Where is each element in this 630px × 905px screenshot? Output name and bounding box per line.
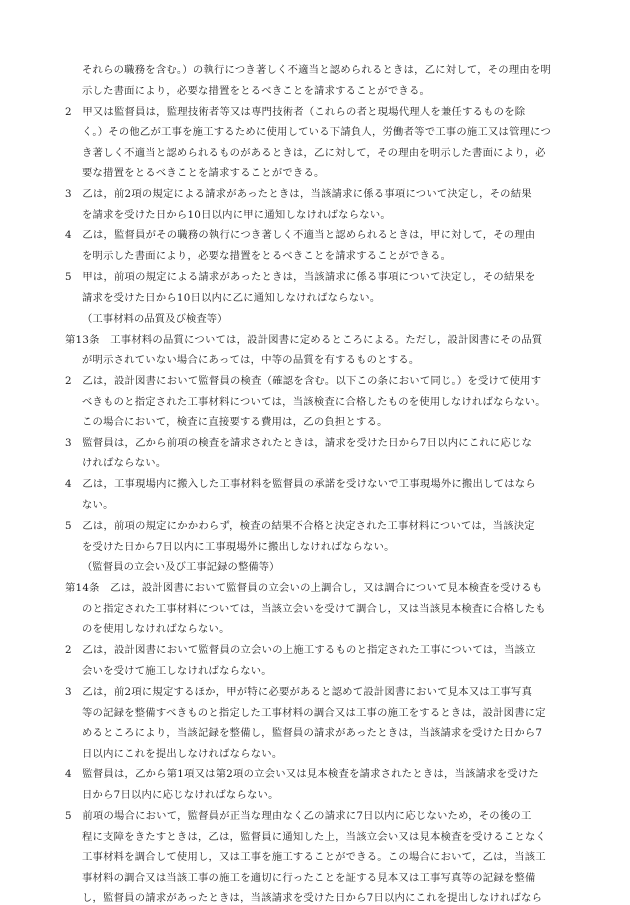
text-line: 請求を受けた日から10日以内に乙に通知しなければならない。 (82, 292, 381, 304)
text-line: 程に支障をきたすときは，乙は，監督員に通知した上，当該立会い又は見本検査を受けることなく (82, 831, 547, 843)
text-line: し，監督員の請求があったときは，当該請求を受けた日から7日以内にこれを提出しなければなら (82, 892, 543, 904)
text-line: 日以内にこれを提出しなければならない。 (82, 748, 283, 760)
paragraph-start-line: 3 監督員は，乙から前項の検査を請求されたときは，請求を受けた日から7日以内にこれに応じな (65, 437, 533, 449)
paragraph-start-line: 2 甲又は監督員は，監理技術者等又は専門技術者（これらの者と現場代理人を兼任するものを除 (65, 106, 526, 118)
paragraph-start-line: 3 乙は，前2項の規定による請求があったときは，当該請求に係る事項について決定し，その結果 (65, 188, 532, 200)
text-line: 示した書面により，必要な措置をとるべきことを請求することができる。 (82, 85, 431, 97)
text-line: のを使用しなければならない。 (82, 623, 230, 635)
text-line: き著しく不適当と認められるものがあるときは，乙に対して，その理由を明示した書面により，必 (82, 147, 546, 159)
paragraph-start-line: 2 乙は，設計図書において監督員の立会いの上施工するものと指定された工事については，当該立 (65, 644, 536, 656)
paragraph-start-line: 4 乙は，工事現場内に搬入した工事材料を監督員の承諾を受けないで工事現場外に搬出してはなら (65, 478, 536, 490)
text-line: が明示されていない場合にあっては，中等の品質を有するものとする。 (82, 354, 420, 366)
text-line: ない。 (82, 499, 114, 511)
text-line: のと指定された工事材料については，当該立会いを受けて調合し，又は当該見本検査に合格したも (82, 603, 546, 615)
paragraph-start-line: 3 乙は，前2項に規定するほか，甲が特に必要があると認めて設計図書において見本又は工事写真 (65, 686, 533, 698)
paragraph-start-line: 5 前項の場合において，監督員が正当な理由なく乙の請求に7日以内に応じないため，その後の工 (65, 810, 532, 822)
paragraph-start-line: 4 乙は，監督員がその職務の執行につき著しく不適当と認められるときは，甲に対して，その理由 (65, 229, 536, 241)
text-line: 日から7日以内に応じなければならない。 (82, 789, 279, 801)
text-line: 等の記録を整備すべきものと指定した工事材料の調合又は工事の施工をするときは，設計図書に定 (82, 707, 546, 719)
text-line: を明示した書面により，必要な措置をとるべきことを請求することができる。 (82, 250, 452, 262)
article-line: 第13条 工事材料の品質については，設計図書に定めるところによる。ただし，設計図書にその品質 (65, 334, 543, 346)
paragraph-start-line: 2 乙は，設計図書において監督員の検査（確認を含む。以下この条において同じ。）を受けて使用す (65, 375, 542, 387)
paragraph-start-line: 5 甲は，前項の規定による請求があったときは，当該請求に係る事項について決定し，その結果を (65, 271, 536, 283)
section-heading: （工事材料の品質及び検査等） (82, 313, 228, 325)
paragraph-start-line: 5 乙は，前項の規定にかかわらず，検査の結果不合格と決定された工事材料については，当該決定 (65, 520, 535, 532)
text-line: 工事材料を調合して使用し，又は工事を施工することができる。この場合において，乙は，当該工 (82, 851, 546, 863)
article-line: 第14条 乙は，設計図書において監督員の立会いの上調合し，又は調合について見本検査を受けるも (65, 582, 543, 594)
text-line: べきものと指定された工事材料については，当該検査に合格したものを使用しなければならない。 (82, 396, 546, 408)
text-line: く。）その他乙が工事を施工するために使用している下請負人，労働者等で工事の施工又は管理につ (82, 126, 552, 138)
paragraph-start-line: 4 監督員は，乙から第1項又は第2項の立会い又は見本検査を請求されたときは，当該請求を受けた (65, 768, 539, 780)
section-heading: （監督員の立会い及び工事記録の整備等） (82, 561, 280, 573)
text-line: を請求を受けた日から10日以内に甲に通知しなければならない。 (82, 209, 391, 221)
text-line: この場合において，検査に直接要する費用は，乙の負担とする。 (82, 416, 388, 428)
text-line: 会いを受けて施工しなければならない。 (82, 665, 272, 677)
text-line: を受けた日から7日以内に工事現場外に搬出しなければならない。 (82, 541, 395, 553)
text-line: それらの職務を含む。）の執行につき著しく不適当と認められるときは，乙に対して，その理由を明 (82, 64, 552, 76)
text-line: めるところにより，当該記録を整備し，監督員の請求があったときは，当該請求を受けた日から7 (82, 727, 543, 739)
text-line: 事材料の調合又は当該工事の施工を適切に行ったことを証する見本又は工事写真等の記録を整備 (82, 872, 536, 884)
text-line: ければならない。 (82, 457, 167, 469)
text-line: 要な措置をとるべきことを請求することができる。 (82, 167, 325, 179)
